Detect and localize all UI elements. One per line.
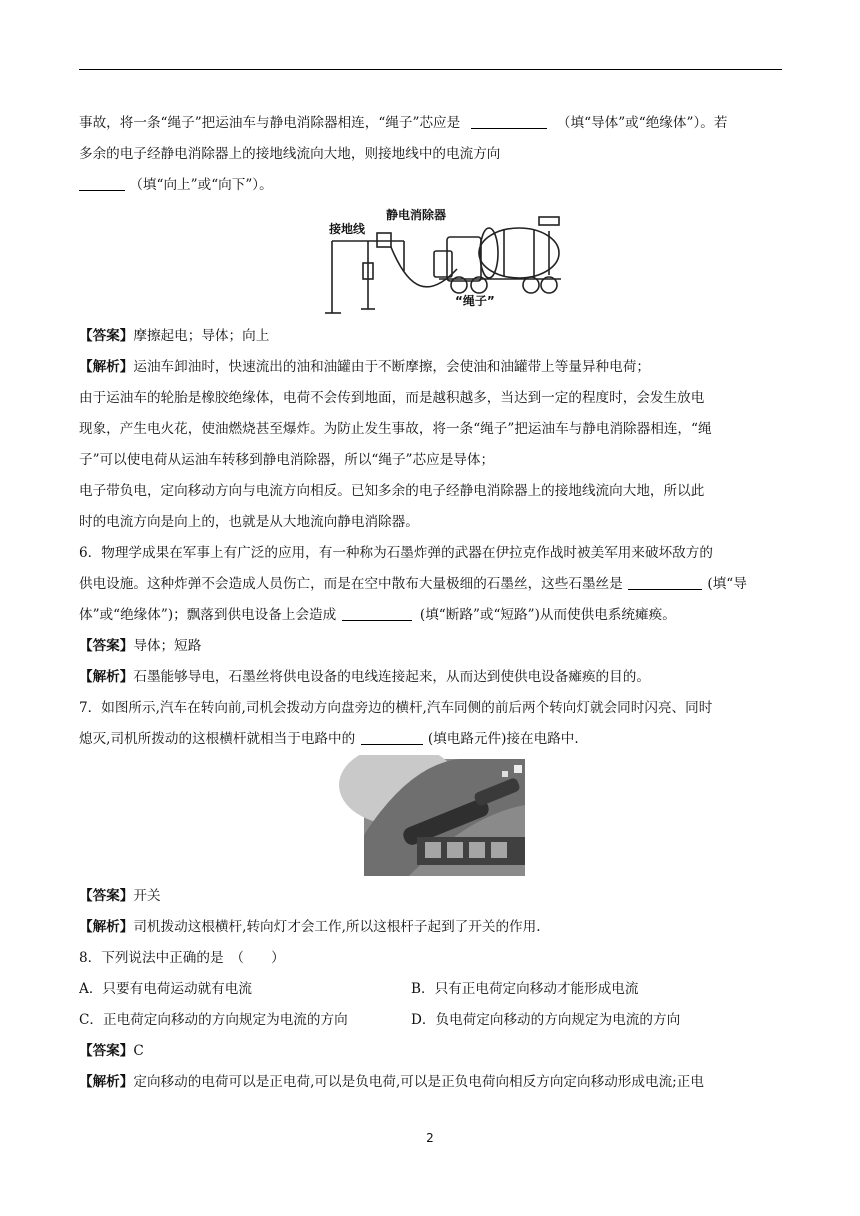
- header-rule: [79, 69, 782, 70]
- q5-analysis-4: 子”可以使电荷从运油车转移到静电消除器，所以“绳子”芯应是导体；: [79, 452, 495, 468]
- analysis-text: 石墨能够导电，石墨丝将供电设备的电线连接起来，从而达到使供电设备瘫痪的目的。: [133, 669, 650, 685]
- q6-text: (填“断路”或“短路”)从而使供电系统瘫痪。: [419, 607, 676, 623]
- q5-line-1: [79, 108, 784, 139]
- q5-text: 事故，将一条“绳子”把运油车与静电消除器相连，“绳子”芯应是: [79, 115, 461, 131]
- q7-answer: [79, 881, 784, 912]
- q8-stem: 8．下列说法中正确的是 （ ）: [79, 950, 285, 966]
- analysis-tag: 【解析】: [79, 919, 134, 935]
- analysis-text: 定向移动的电荷可以是正电荷,可以是负电荷,可以是正负电荷向相反方向定向移动形成电流;正电: [133, 1074, 704, 1090]
- answer-text: C: [133, 1043, 144, 1059]
- option-b: B．只有正电荷定向移动才能形成电流: [411, 981, 639, 997]
- label-rope: “绳子”: [455, 294, 495, 308]
- q5-analysis-2: 由于运油车的轮胎是橡胶绝缘体，电荷不会传到地面，而是越积越多，当达到一定的程度时，会发生放电: [79, 390, 705, 406]
- answer-blank: [79, 174, 125, 191]
- tanker-illustration: [79, 201, 784, 321]
- label-eliminator: 静电消除器: [386, 208, 447, 222]
- answer-tag: 【答案】: [79, 638, 134, 654]
- q5-text: （填“导体”或“绝缘体”）。若: [556, 115, 728, 131]
- answer-text: 开关: [133, 888, 161, 904]
- q7-analysis: [79, 912, 784, 943]
- q8-options-row-2: [79, 1005, 784, 1036]
- label-ground-wire: 接地线: [329, 222, 366, 236]
- option-c: C．正电荷定向移动的方向规定为电流的方向: [79, 1012, 348, 1028]
- answer-blank: [628, 573, 702, 590]
- q6-line-3: [79, 600, 784, 631]
- q5-line-3: [79, 170, 784, 201]
- q6-line-1: 6．物理学成果在军事上有广泛的应用，有一种称为石墨炸弹的武器在伊拉克作战时被美军用来破坏敌方的: [79, 545, 713, 561]
- q5-analysis-6: 时的电流方向是向上的，也就是从大地流向静电消除器。: [79, 514, 419, 530]
- q6-line-2: [79, 569, 784, 600]
- q5-line-2: 多余的电子经静电消除器上的接地线流向大地，则接地线中的电流方向: [79, 146, 501, 162]
- steering-lever-photo: [79, 755, 784, 881]
- answer-tag: 【答案】: [79, 888, 134, 904]
- q7-text: 熄灭,司机所拨动的这根横杆就相当于电路中的: [79, 731, 356, 747]
- q5-analysis-5: 电子带负电，定向移动方向与电流方向相反。已知多余的电子经静电消除器上的接地线流向大地，所以此: [79, 483, 705, 499]
- q5-answer: [79, 321, 784, 352]
- q6-text: 供电设施。这种炸弹不会造成人员伤亡，而是在空中散布大量极细的石墨丝，这些石墨丝是: [79, 576, 623, 592]
- answer-tag: 【答案】: [79, 328, 134, 344]
- analysis-tag: 【解析】: [79, 669, 134, 685]
- q5-analysis-1: [79, 352, 784, 383]
- q5-analysis-3: 现象，产生电火花，使油燃烧甚至爆炸。为防止发生事故，将一条“绳子”把运油车与静电消除器相连，“绳: [79, 421, 712, 437]
- q6-text: 体”或“绝缘体”)；飘落到供电设备上会造成: [79, 607, 337, 623]
- q6-text: (填“导: [707, 576, 747, 592]
- page-content: [79, 108, 784, 1098]
- analysis-tag: 【解析】: [79, 1074, 134, 1090]
- q5-text: （填“向上”或“向下”）。: [129, 177, 273, 193]
- analysis-text: 运油车卸油时，快速流出的油和油罐由于不断摩擦，会使油和油罐带上等量异种电荷；: [133, 359, 650, 375]
- q7-line-2: [79, 724, 784, 755]
- q8-answer: [79, 1036, 784, 1067]
- answer-tag: 【答案】: [79, 1043, 134, 1059]
- answer-text: 导体；短路: [133, 638, 202, 654]
- analysis-text: 司机拨动这根横杆,转向灯才会工作,所以这根杆子起到了开关的作用.: [133, 919, 541, 935]
- steering-figure: [79, 755, 784, 881]
- q6-answer: [79, 631, 784, 662]
- analysis-tag: 【解析】: [79, 359, 134, 375]
- q7-line-1: 7．如图所示,汽车在转向前,司机会拨动方向盘旁边的横杆,汽车同侧的前后两个转向灯就会同时闪亮、同时: [79, 700, 713, 716]
- option-a: A．只要有电荷运动就有电流: [79, 981, 252, 997]
- answer-blank: [471, 112, 547, 129]
- answer-text: 摩擦起电；导体；向上: [133, 328, 270, 344]
- answer-blank: [342, 604, 412, 621]
- q7-text: (填电路元件)接在电路中.: [427, 731, 579, 747]
- tanker-figure: [79, 201, 784, 321]
- q6-analysis: [79, 662, 784, 693]
- page-number: 2: [426, 1131, 434, 1145]
- q8-analysis: [79, 1067, 784, 1098]
- q8-options-row-1: [79, 974, 784, 1005]
- option-d: D．负电荷定向移动的方向规定为电流的方向: [411, 1012, 681, 1028]
- answer-blank: [361, 728, 423, 745]
